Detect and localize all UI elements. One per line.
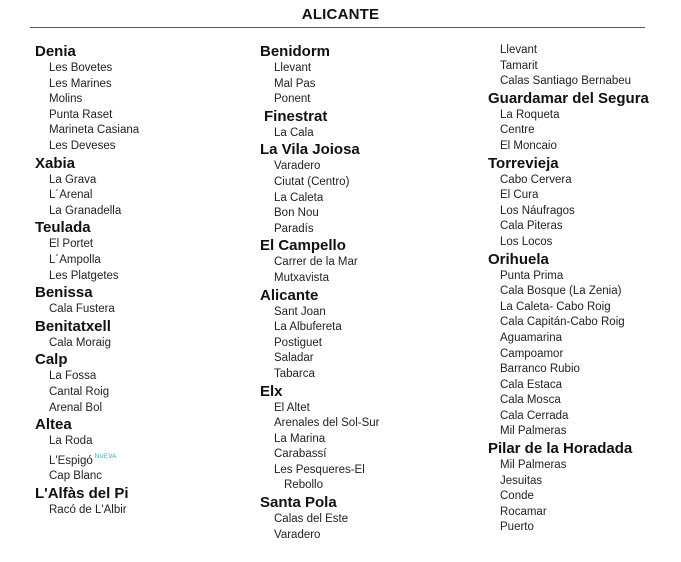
municipality-group: [35, 284, 139, 318]
beach-name: Varadero: [274, 528, 321, 541]
municipality-name: Alicante: [260, 286, 319, 304]
beach-item: [274, 255, 379, 271]
beach-item: [49, 188, 139, 204]
beach-name: Rocamar: [500, 505, 547, 518]
beach-name: Cap Blanc: [49, 470, 103, 483]
beach-name: Racó de L'Albir: [49, 503, 127, 516]
beach-item: [500, 188, 649, 204]
municipality-name: Orihuela: [488, 250, 549, 268]
beach-name: Postiguet: [274, 336, 322, 349]
beach-name: Aguamarina: [500, 331, 563, 344]
beach-name: Mil Palmeras: [500, 425, 567, 438]
beach-name: Puerto: [500, 521, 534, 534]
beach-item: [49, 237, 139, 253]
beach-item: [274, 512, 379, 528]
beach-name: Tabarca: [274, 367, 315, 380]
municipality-group: [35, 416, 139, 485]
beach-name: L´Arenal: [49, 189, 93, 202]
title-divider: [30, 27, 645, 28]
beach-item: [500, 59, 649, 75]
beach-name: Llevant: [274, 62, 312, 74]
beach-name: La Cala: [274, 126, 314, 139]
beach-name: Los Locos: [500, 235, 553, 248]
beach-item: [274, 336, 379, 352]
beach-item: [49, 434, 139, 450]
beach-item: [49, 450, 139, 470]
beach-item: [274, 61, 379, 77]
municipality-name: Benitatxell: [35, 317, 111, 335]
beach-item: [500, 424, 649, 440]
municipality-group: [488, 155, 649, 251]
beach-item: [500, 300, 649, 316]
beach-item: [274, 175, 379, 191]
beach-item: [274, 528, 379, 544]
beach-name: La Marina: [274, 432, 326, 445]
municipality-name: Pilar de la Horadada: [488, 440, 633, 458]
beach-item: [49, 385, 139, 401]
beach-name: L'Espigó: [49, 454, 93, 467]
beach-name: Cala Moraig: [49, 336, 111, 349]
beach-item: [49, 369, 139, 385]
beach-name: Paradís: [274, 222, 314, 235]
beach-item: [49, 61, 139, 77]
beach-item: [274, 206, 379, 222]
beach-item: [500, 331, 649, 347]
municipality-name: Altea: [35, 416, 72, 434]
municipality-group: [35, 219, 139, 284]
page-title: ALICANTE: [301, 6, 380, 23]
beach-item: [49, 401, 139, 417]
beach-name: Calas Santiago Bernabeu: [500, 75, 632, 88]
municipality-group: [260, 108, 379, 142]
municipality-group: [488, 251, 649, 441]
beach-item: [274, 271, 379, 287]
beach-item: [274, 367, 379, 383]
beach-item: [274, 222, 379, 238]
beach-name: L´Ampolla: [49, 253, 101, 266]
beach-name: Bon Nou: [274, 207, 319, 220]
beach-name: Cabo Cervera: [500, 173, 572, 186]
beach-name: El Altet: [274, 401, 310, 414]
beach-name: Rebollo: [284, 479, 323, 492]
beach-item: [49, 139, 139, 155]
beach-name: Ponent: [274, 93, 311, 106]
beach-name: Carrer de la Mar: [274, 256, 358, 269]
beach-item: [49, 336, 139, 352]
beach-name: Cala Estaca: [500, 378, 563, 391]
beach-item: [500, 393, 649, 409]
municipality-name: Xabia: [35, 154, 76, 172]
beach-item: [500, 43, 649, 59]
beach-name: Cala Capitán-Cabo Roig: [500, 316, 625, 329]
beach-item: [500, 74, 649, 90]
beach-item: [500, 235, 649, 251]
municipality-name: Benidorm: [260, 43, 331, 60]
beach-name: Calas del Este: [274, 513, 349, 526]
beach-name: Les Marines: [49, 77, 112, 90]
beach-item: [500, 362, 649, 378]
beach-name: Cantal Roig: [49, 385, 110, 398]
beach-item: [500, 520, 649, 536]
beach-name: La Caleta: [274, 191, 324, 204]
beach-item: [49, 302, 139, 318]
beach-name: Conde: [500, 490, 534, 503]
municipality-group: [35, 351, 139, 416]
municipality-group: [35, 318, 139, 352]
beach-name: Cala Cerrada: [500, 409, 569, 422]
column-3: [488, 43, 649, 536]
municipality-group: [260, 237, 379, 286]
beach-item: [500, 315, 649, 331]
municipality-group: [260, 141, 379, 237]
municipality-group: [488, 440, 649, 536]
municipality-name: Santa Pola: [260, 494, 337, 512]
municipality-name: Elx: [260, 382, 283, 400]
beach-name: Les Platgetes: [49, 269, 119, 282]
column-1: [35, 43, 139, 518]
beach-item: [500, 458, 649, 474]
beach-name: La Granadella: [49, 204, 122, 217]
municipality-group: [35, 43, 139, 155]
beach-item: [49, 77, 139, 93]
beach-name: Ciutat (Centro): [274, 175, 350, 188]
municipality-name: Teulada: [35, 219, 91, 237]
beach-name: Punta Raset: [49, 108, 113, 121]
beach-item: [49, 108, 139, 124]
beach-item: [284, 478, 379, 494]
beach-item: [274, 92, 379, 108]
beach-name: La Albufereta: [274, 321, 342, 334]
beach-name: Les Pesqueres-El: [274, 463, 365, 476]
municipality-group: [35, 485, 139, 519]
beach-item: [500, 347, 649, 363]
municipality-name: Benissa: [35, 284, 93, 302]
municipality-name: El Campello: [260, 237, 346, 255]
beach-item: [500, 505, 649, 521]
municipality-name: Finestrat: [264, 107, 328, 125]
municipality-group: [260, 43, 379, 108]
beach-name: Mutxavista: [274, 271, 329, 284]
beach-name: Cala Mosca: [500, 394, 561, 407]
beach-item: [500, 123, 649, 139]
municipality-name: L'Alfàs del Pi: [35, 484, 129, 502]
beach-name: La Grava: [49, 173, 97, 186]
beach-name: Mil Palmeras: [500, 459, 567, 472]
municipality-group: [488, 43, 649, 90]
municipality-name: Torrevieja: [488, 154, 559, 172]
beach-item: [49, 92, 139, 108]
beach-item: [49, 503, 139, 519]
municipality-name: Calp: [35, 351, 68, 369]
beach-name: La Fossa: [49, 370, 97, 383]
beach-item: [274, 401, 379, 417]
municipality-group: [260, 287, 379, 383]
beach-name: Cala Fustera: [49, 303, 115, 316]
beach-name: Marineta Casiana: [49, 124, 140, 137]
beach-name: Varadero: [274, 160, 321, 173]
beach-name: Campoamor: [500, 347, 564, 360]
beach-item: [500, 139, 649, 155]
municipality-group: [488, 90, 649, 155]
beach-item: [500, 474, 649, 490]
beach-name: El Portet: [49, 238, 94, 251]
beach-name: Centre: [500, 124, 535, 137]
beach-item: [274, 416, 379, 432]
new-badge: NUEVA: [94, 453, 117, 460]
beach-item: [500, 108, 649, 124]
beach-name: Llevant: [500, 44, 538, 56]
beach-item: [274, 126, 379, 142]
municipality-group: [35, 155, 139, 220]
beach-item: [274, 432, 379, 448]
beach-item: [274, 77, 379, 93]
beach-item: [500, 204, 649, 220]
beach-item: [274, 191, 379, 207]
municipality-name: Guardamar del Segura: [488, 89, 649, 107]
beach-item: [49, 204, 139, 220]
beach-name: La Roqueta: [500, 108, 560, 121]
beach-item: [274, 320, 379, 336]
beach-name: Barranco Rubio: [500, 363, 580, 376]
beach-name: Punta Prima: [500, 269, 564, 282]
beach-name: Molins: [49, 93, 83, 106]
beach-item: [49, 269, 139, 285]
beach-name: Cala Bosque (La Zenia): [500, 285, 622, 298]
municipality-name: Denia: [35, 43, 76, 60]
beach-name: Carabassí: [274, 448, 327, 461]
beach-name: El Moncaio: [500, 139, 557, 152]
beach-item: [500, 378, 649, 394]
beach-item: [500, 489, 649, 505]
beach-item: [500, 409, 649, 425]
beach-name: Mal Pas: [274, 77, 316, 90]
beach-item: [274, 447, 379, 463]
column-2: [260, 43, 379, 543]
beach-item: [500, 284, 649, 300]
beach-item: [500, 173, 649, 189]
beach-item: [274, 159, 379, 175]
beach-item: [274, 351, 379, 367]
beach-item: [274, 305, 379, 321]
beach-name: La Roda: [49, 435, 93, 448]
municipality-name: La Vila Joiosa: [260, 141, 360, 159]
beach-name: Los Náufragos: [500, 204, 575, 217]
beach-name: Sant Joan: [274, 305, 326, 318]
beach-name: Saladar: [274, 352, 314, 365]
beach-name: Arenal Bol: [49, 401, 103, 414]
beach-item: [500, 269, 649, 285]
beach-item: [49, 469, 139, 485]
beach-name: Les Bovetes: [49, 62, 113, 74]
municipality-group: [260, 383, 379, 495]
beach-item: [49, 123, 139, 139]
beach-item: [49, 173, 139, 189]
beach-item: [49, 253, 139, 269]
beach-name: Tamarit: [500, 59, 538, 72]
municipality-group: [260, 494, 379, 543]
beach-name: La Caleta- Cabo Roig: [500, 300, 611, 313]
beach-name: Arenales del Sol-Sur: [274, 417, 380, 430]
beach-item: [500, 219, 649, 235]
beach-name: El Cura: [500, 189, 539, 202]
beach-name: Jesuitas: [500, 474, 543, 487]
beach-name: Cala Piteras: [500, 220, 563, 233]
beach-name: Les Deveses: [49, 139, 116, 152]
beach-item: [274, 463, 379, 479]
